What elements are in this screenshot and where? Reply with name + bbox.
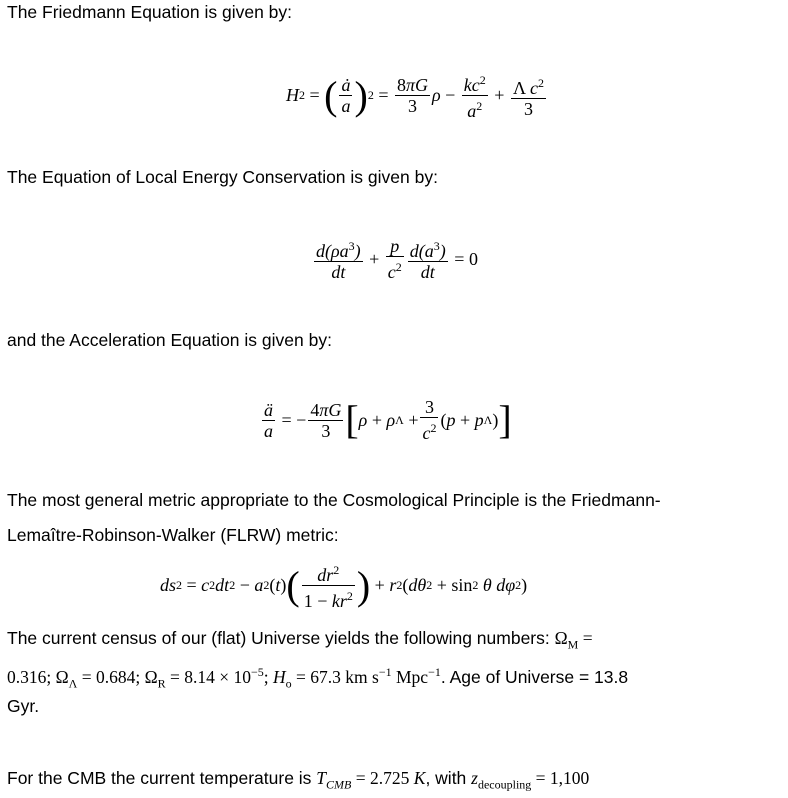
flrw-metric: ds 2 = c 2 dt 2 − a 2 ( t ) ( $\frac{dr^2}{1 - kr^2}$ ) + r 2 ( dθ 2 + sin 2 θ dφ 2 ) xyxy=(160,560,527,611)
omega-r-exponent: −5 xyxy=(250,665,264,679)
friedmann-intro: The Friedmann Equation is given by: xyxy=(7,2,293,22)
z-decoupling: 1,100 xyxy=(549,768,590,788)
metric-intro-line2: Lemaître-Robinson-Walker (FLRW) metric: xyxy=(7,525,339,545)
cmb-temperature: 2.725 xyxy=(370,768,410,788)
h0-value: 67.3 km s xyxy=(310,666,379,687)
census-line1: The current census of our (flat) Universe yields the following numbers: $\Omega_M$ = xyxy=(7,628,593,652)
friedmann-equation: H 2 = ( $\frac{ȧ}{a}$ ) 2 = $\frac{8\pi G}{3}$ ρ − $\frac{kc^2}{a^2}$ + $\frac{\Lambda c^2}{3}$ xyxy=(286,70,548,121)
h0-units: Mpc xyxy=(395,666,429,687)
omega-r-value: 8.14 × 10 xyxy=(184,666,251,687)
acceleration-equation: $\frac{ä}{a}$ = − $\frac{4\pi G}{3}$ [ ρ + ρ Λ + $\frac{3}{c^2}$ ( p + p Λ ) ] xyxy=(264,397,512,443)
energy-intro: The Equation of Local Energy Conservation is given by: xyxy=(7,167,438,187)
accel-intro: and the Acceleration Equation is given by: xyxy=(7,330,332,350)
energy-equation: $\frac{d(\rho a^3)}{dt}$ + $\frac{p}{c^2}$ $\frac{d(a^3)}{dt}$ = 0 xyxy=(316,236,478,282)
metric-intro-line1: The most general metric appropriate to the Cosmological Principle is the Friedmann- xyxy=(7,490,661,510)
census-line3: Gyr. xyxy=(7,696,40,716)
omega-lambda-value: 0.684 xyxy=(95,666,136,687)
census-line2: 0.316; $\Omega_\Lambda = 0.684$; $\Omega_R = 8.14 \times 10^{-5}$; $H_o = 67.3$ km $s^{-1}$ Mpc$^{-1}$. Age of Universe = 13.8 xyxy=(7,665,629,691)
omega-m-value: 0.316 xyxy=(7,666,47,687)
cmb-line: For the CMB the current temperature is $T_{CMB} = 2.725$ K, with $z_{decoupling} = 1,100$ xyxy=(7,768,590,792)
